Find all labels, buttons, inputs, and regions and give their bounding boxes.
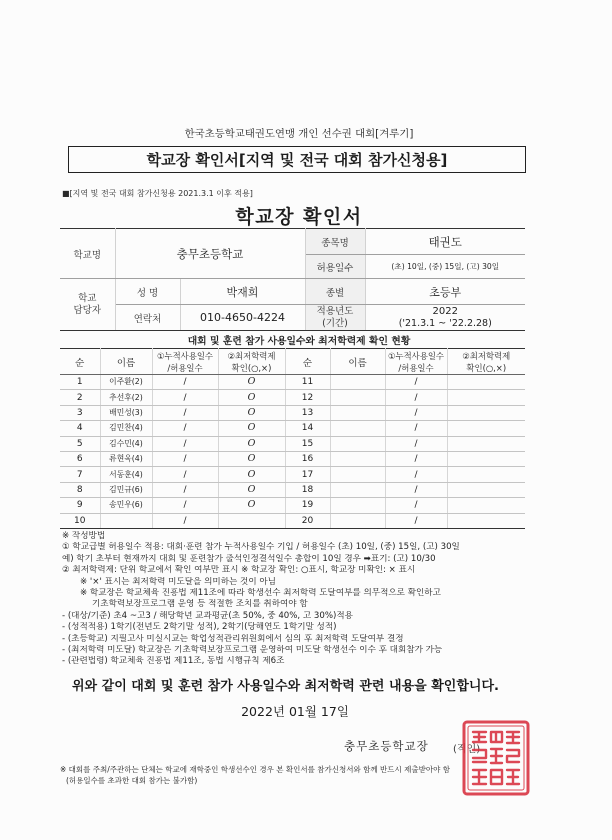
header-days-line1: ①누적사용일수 bbox=[387, 350, 445, 361]
roster-heading: 대회 및 훈련 참가 사용일수와 최저학력제 확인 현황 bbox=[187, 336, 411, 347]
min-achievement-check bbox=[447, 436, 525, 451]
min-achievement-check: O bbox=[218, 421, 285, 436]
apply-year-label-line1: 적용년도 bbox=[316, 305, 354, 317]
school-name-label: 학교명 bbox=[60, 229, 115, 279]
contact-label: 연락처 bbox=[115, 305, 180, 331]
allowed-days-value: (초) 10일, (중) 15일, (고) 30일 bbox=[365, 255, 525, 279]
contact-value: 010-4650-4224 bbox=[180, 305, 305, 331]
form-title-box bbox=[68, 146, 526, 173]
organization-line: 한국초등학교태권도연맹 개인 선수권 대회[겨루기] bbox=[184, 128, 414, 140]
min-achievement-check: O bbox=[218, 375, 285, 390]
row-number: 6 bbox=[60, 451, 100, 466]
footer-note-sub: (허용일수를 초과한 대회 참가는 불가함) bbox=[66, 776, 198, 785]
student-name: 김수민(4) bbox=[100, 436, 152, 451]
row-number: 1 bbox=[60, 375, 100, 390]
header-check-line1: ②최저학력제 bbox=[462, 350, 511, 361]
min-achievement-check: O bbox=[218, 390, 285, 405]
days-used-ratio: / bbox=[385, 436, 447, 451]
info-row bbox=[60, 305, 525, 331]
days-used-ratio: / bbox=[152, 482, 218, 497]
note-line: 기초학력보장프로그램 운영 등 적절한 조치를 취하여야 함 bbox=[92, 599, 308, 610]
min-achievement-check: O bbox=[218, 451, 285, 466]
roster-row bbox=[60, 390, 525, 405]
min-achievement-check bbox=[218, 513, 285, 528]
student-name: 김민규(6) bbox=[100, 482, 152, 497]
student-name bbox=[330, 498, 385, 513]
staff-label-line1: 학교 bbox=[78, 292, 97, 304]
days-used-ratio: / bbox=[152, 421, 218, 436]
header-days-used bbox=[152, 349, 218, 375]
roster-row bbox=[60, 421, 525, 436]
apply-year: 2022 bbox=[432, 305, 458, 317]
row-number: 17 bbox=[285, 467, 330, 482]
min-achievement-check bbox=[447, 482, 525, 497]
row-number: 13 bbox=[285, 405, 330, 420]
note-line: - (관련법령) 학교체육 진흥법 제11조, 동법 시행규칙 제6조 bbox=[62, 656, 285, 667]
roster-body bbox=[60, 375, 525, 529]
note-line: ※ 학교장은 학교체육 진흥법 제11조에 따라 학생선수 최저학력 도달여부를 의무적으로 확인하고 bbox=[80, 587, 441, 598]
student-name bbox=[100, 513, 152, 528]
roster-row bbox=[60, 513, 525, 528]
page-title: 학교장 확인서 bbox=[235, 206, 363, 228]
student-name bbox=[330, 482, 385, 497]
roster-row bbox=[60, 375, 525, 390]
application-note: ■[지역 및 전국 대회 참가신청용 2021.3.1 이후 적용] bbox=[62, 189, 253, 198]
student-name bbox=[330, 467, 385, 482]
days-used-ratio: / bbox=[152, 467, 218, 482]
form-title: 학교장 확인서[지역 및 전국 대회 참가신청용] bbox=[146, 151, 448, 169]
roster-header-row bbox=[60, 349, 525, 375]
staff-label bbox=[60, 279, 115, 331]
event-value: 태권도 bbox=[365, 229, 525, 255]
student-name bbox=[330, 451, 385, 466]
note-line: ① 학교급별 허용일수 적용: 대회·훈련 참가 누적사용일수 기입 / 허용일수 (초) 10일, (중) 15일, (고) 30일 bbox=[62, 542, 460, 553]
roster-row bbox=[60, 467, 525, 482]
min-achievement-check: O bbox=[218, 405, 285, 420]
days-used-ratio: / bbox=[385, 467, 447, 482]
row-number: 12 bbox=[285, 390, 330, 405]
min-achievement-check bbox=[447, 421, 525, 436]
event-label: 종목명 bbox=[305, 229, 365, 255]
days-used-ratio: / bbox=[385, 421, 447, 436]
row-number: 15 bbox=[285, 436, 330, 451]
days-used-ratio: / bbox=[385, 405, 447, 420]
roster-row bbox=[60, 405, 525, 420]
row-number: 8 bbox=[60, 482, 100, 497]
apply-year-label-line2: (기간) bbox=[322, 317, 348, 329]
days-used-ratio: / bbox=[152, 451, 218, 466]
min-achievement-check bbox=[447, 405, 525, 420]
days-used-ratio: / bbox=[152, 390, 218, 405]
student-name: 배민성(3) bbox=[100, 405, 152, 420]
staff-label-line2: 담당자 bbox=[73, 304, 102, 316]
header-check-line2: 확인(○,×) bbox=[466, 362, 507, 373]
header-check-line1: ②최저학력제 bbox=[227, 350, 276, 361]
days-used-ratio: / bbox=[152, 405, 218, 420]
division-value: 초등부 bbox=[365, 279, 525, 305]
allowed-days-label: 허용일수 bbox=[305, 255, 365, 279]
min-achievement-check bbox=[447, 375, 525, 390]
student-name: 서동훈(4) bbox=[100, 467, 152, 482]
roster-table bbox=[60, 348, 525, 529]
min-achievement-check: O bbox=[218, 498, 285, 513]
row-number: 4 bbox=[60, 421, 100, 436]
min-achievement-check: O bbox=[218, 436, 285, 451]
min-achievement-check bbox=[447, 451, 525, 466]
note-line: ※ '×' 표시는 최저학력 미도달을 의미하는 것이 아님 bbox=[80, 576, 276, 587]
row-number: 7 bbox=[60, 467, 100, 482]
note-line: ② 최저학력제: 단위 학교에서 확인 여부만 표시 ※ 학교장 확인: ○표시, 학교장 미확인: × 표시 bbox=[62, 565, 416, 576]
header-name: 이름 bbox=[330, 349, 385, 375]
principal-signature-line: 충무초등학교장 bbox=[344, 739, 429, 753]
min-achievement-check: O bbox=[218, 467, 285, 482]
school-info-table bbox=[60, 228, 525, 331]
header-days-line2: /허용일수 bbox=[398, 362, 434, 373]
roster-row bbox=[60, 451, 525, 466]
student-name bbox=[330, 436, 385, 451]
roster-row bbox=[60, 482, 525, 497]
student-name bbox=[330, 375, 385, 390]
row-number: 20 bbox=[285, 513, 330, 528]
header-name: 이름 bbox=[100, 349, 152, 375]
student-name: 이주환(2) bbox=[100, 375, 152, 390]
note-line: 예) 학기 초부터 현재까지 대회 및 훈련참가 출석인정결석일수 총합이 10일 경우 ➡표기: (고) 10/30 bbox=[62, 553, 436, 564]
row-number: 14 bbox=[285, 421, 330, 436]
days-used-ratio: / bbox=[152, 436, 218, 451]
roster-row bbox=[60, 498, 525, 513]
info-row bbox=[60, 279, 525, 305]
header-days-line2: /허용일수 bbox=[167, 362, 203, 373]
row-number: 10 bbox=[60, 513, 100, 528]
header-min-achievement bbox=[218, 349, 285, 375]
confirmation-date: 2022년 01월 17일 bbox=[241, 704, 349, 719]
note-line: - (초등학교) 지필고사 미실시교는 학업성적관리위원회에서 심의 후 최저학력 도달여부 결정 bbox=[62, 633, 404, 644]
student-name: 추선후(2) bbox=[100, 390, 152, 405]
min-achievement-check bbox=[447, 390, 525, 405]
row-number: 19 bbox=[285, 498, 330, 513]
staff-name-value: 박재희 bbox=[180, 279, 305, 305]
header-number: 순 bbox=[60, 349, 100, 375]
days-used-ratio: / bbox=[385, 513, 447, 528]
header-number: 순 bbox=[285, 349, 330, 375]
days-used-ratio: / bbox=[385, 390, 447, 405]
student-name bbox=[330, 390, 385, 405]
row-number: 9 bbox=[60, 498, 100, 513]
min-achievement-check: O bbox=[218, 482, 285, 497]
row-number: 11 bbox=[285, 375, 330, 390]
school-name-value: 충무초등학교 bbox=[115, 229, 305, 279]
writing-instructions bbox=[62, 531, 534, 668]
header-min-achievement bbox=[447, 349, 525, 375]
row-number: 3 bbox=[60, 405, 100, 420]
days-used-ratio: / bbox=[385, 451, 447, 466]
row-number: 18 bbox=[285, 482, 330, 497]
row-number: 2 bbox=[60, 390, 100, 405]
days-used-ratio: / bbox=[385, 482, 447, 497]
apply-period: ('21.3.1 ~ '22.2.28) bbox=[398, 317, 492, 329]
days-used-ratio: / bbox=[385, 375, 447, 390]
row-number: 5 bbox=[60, 436, 100, 451]
header-days-used bbox=[385, 349, 447, 375]
roster-row bbox=[60, 436, 525, 451]
note-line: - (성적적용) 1학기(전년도 2학기말 성적), 2학기(당해연도 1학기말 성적) bbox=[62, 622, 337, 633]
row-number: 16 bbox=[285, 451, 330, 466]
days-used-ratio: / bbox=[152, 498, 218, 513]
school-seal bbox=[462, 720, 530, 796]
days-used-ratio: / bbox=[152, 513, 218, 528]
min-achievement-check bbox=[447, 513, 525, 528]
student-name bbox=[330, 405, 385, 420]
info-row bbox=[60, 229, 525, 255]
student-name: 류현욱(4) bbox=[100, 451, 152, 466]
apply-year-label bbox=[305, 305, 365, 331]
days-used-ratio: / bbox=[385, 498, 447, 513]
division-label: 종별 bbox=[305, 279, 365, 305]
student-name bbox=[330, 421, 385, 436]
days-used-ratio: / bbox=[152, 375, 218, 390]
seal-label: (직인) bbox=[453, 744, 481, 755]
min-achievement-check bbox=[447, 498, 525, 513]
student-name: 김민찬(4) bbox=[100, 421, 152, 436]
apply-year-value bbox=[365, 305, 525, 331]
staff-name-label: 성 명 bbox=[115, 279, 180, 305]
min-achievement-check bbox=[447, 467, 525, 482]
student-name: 송민우(6) bbox=[100, 498, 152, 513]
header-days-line1: ①누적사용일수 bbox=[156, 350, 214, 361]
note-line: - (최저학력 미도달) 학교장은 기초학력보장프로그램 운영하여 미도달 학생선수 이수 후 대회참가 가능 bbox=[62, 644, 443, 655]
confirmation-statement: 위와 같이 대회 및 훈련 참가 사용일수와 최저학력 관련 내용을 확인합니다. bbox=[72, 679, 499, 694]
footer-note: ※ 대회를 주최/주관하는 단체는 학교에 재학중인 학생선수인 경우 본 확인서를 참가신청서와 함께 반드시 제출받아야 함 bbox=[60, 765, 450, 774]
student-name bbox=[330, 513, 385, 528]
header-check-line2: 확인(○,×) bbox=[231, 362, 272, 373]
note-line: ※ 작성방법 bbox=[62, 531, 106, 541]
note-line: - (대상/기준) 초4 ~고3 / 해당학년 교과평균(초 50%, 중 40%, 고 30%)적용 bbox=[62, 610, 353, 621]
